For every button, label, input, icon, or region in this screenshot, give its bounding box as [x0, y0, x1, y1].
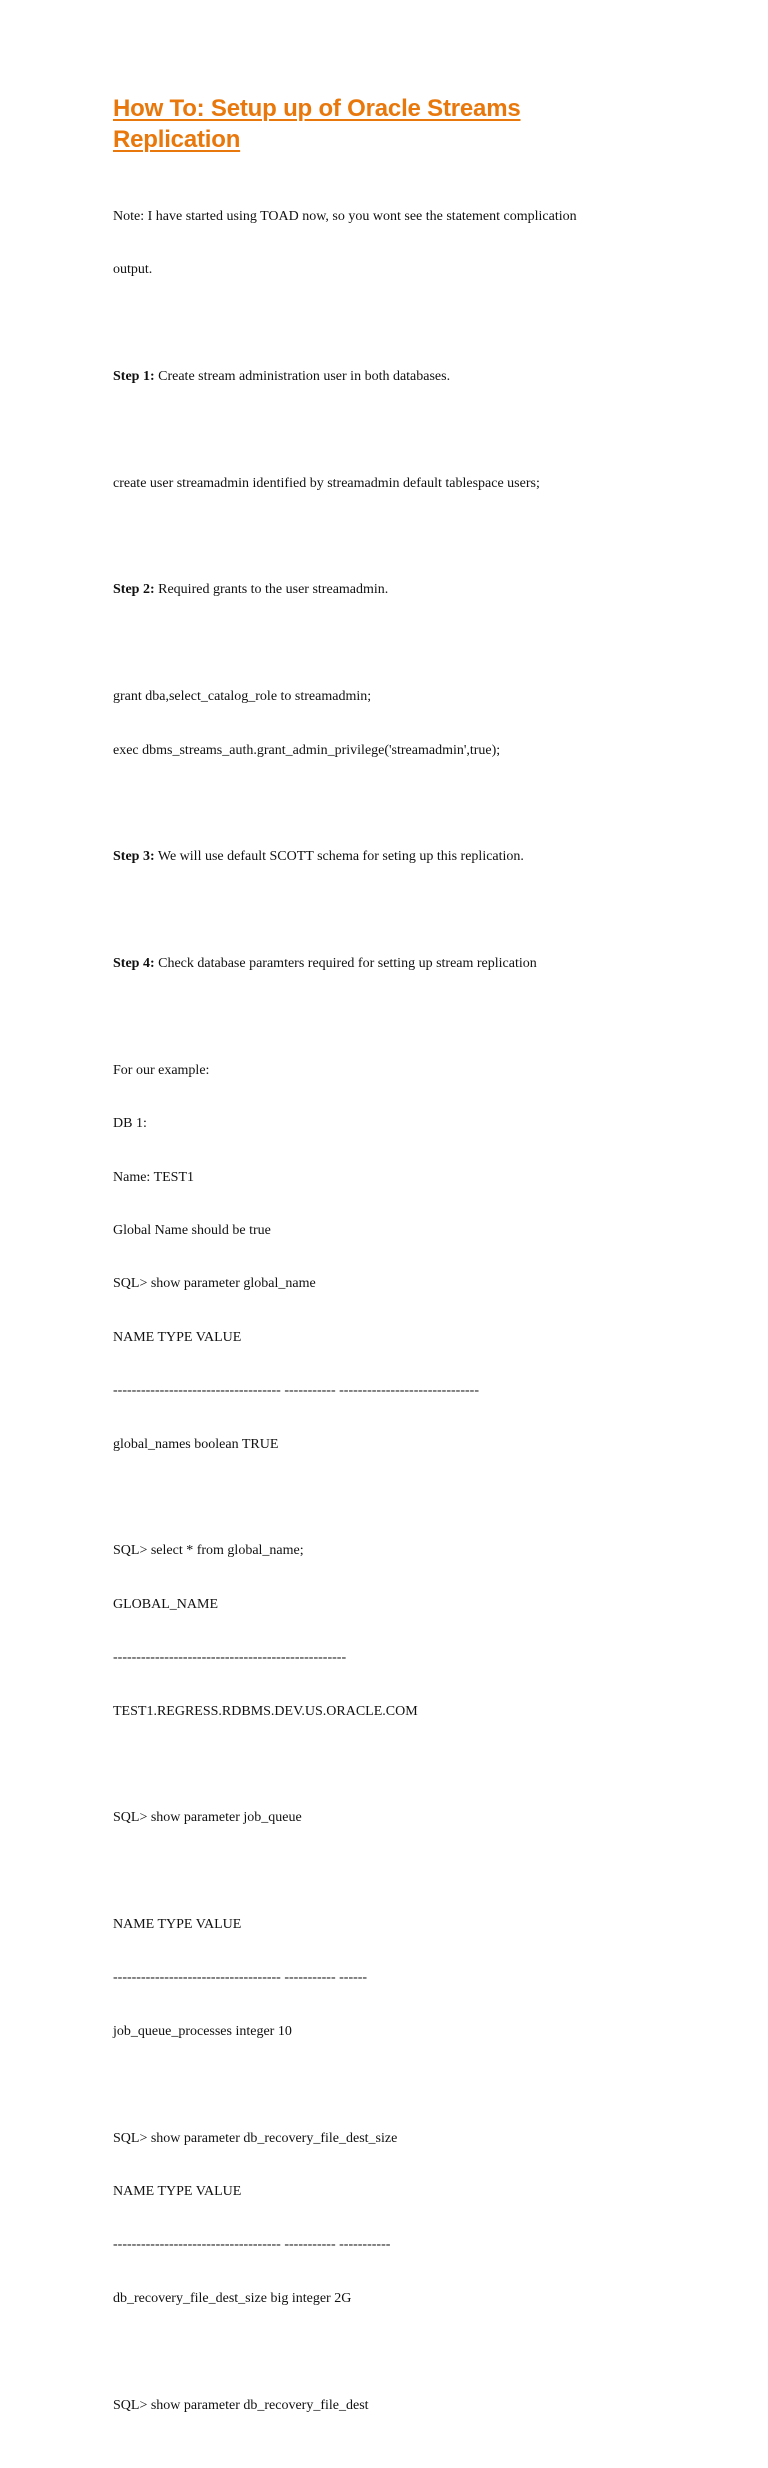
document-page: [113, 93, 713, 2468]
page-title[interactable]: [113, 93, 593, 155]
step-1-label: Step 1:: [113, 368, 155, 384]
recovery-size-line: db_recovery_file_dest_size big integer 2G: [113, 2290, 352, 2306]
example-line: NAME TYPE VALUE: [113, 1329, 242, 1345]
step-3-label: Step 3:: [113, 849, 155, 865]
title-line-2[interactable]: Replication: [113, 126, 241, 153]
step-2-label: Step 2:: [113, 582, 155, 598]
job-queue-command: [113, 1774, 713, 1863]
recovery-dest-command: [113, 2361, 713, 2450]
example-line: Name: TEST1: [113, 1169, 195, 1185]
select-line: --------------------------------------------------: [113, 1650, 347, 1666]
job-queue-line: ------------------------------------ ----------- ------: [113, 1970, 368, 1986]
recovery-size-line: SQL> show parameter db_recovery_file_dest_size: [113, 2130, 398, 2146]
job-queue-cmd-line: SQL> show parameter job_queue: [113, 1810, 302, 1826]
note-paragraph: [113, 172, 713, 314]
select-line: GLOBAL_NAME: [113, 1596, 218, 1612]
create-user-line: create user streamadmin identified by streamadmin default tablespace users;: [113, 475, 540, 491]
step-1-text: Create stream administration user in both databases.: [154, 368, 451, 384]
job-queue-block: [113, 1881, 713, 2077]
example-line: global_names boolean TRUE: [113, 1436, 279, 1452]
grant-line-2: exec dbms_streams_auth.grant_admin_privilege('streamadmin',true);: [113, 742, 501, 758]
example-line: Global Name should be true: [113, 1223, 271, 1239]
note-line-1: Note: I have started using TOAD now, so you wont see the statement complication: [113, 208, 577, 224]
recovery-size-line: NAME TYPE VALUE: [113, 2184, 242, 2200]
step-4-text: Check database paramters required for setting up stream replication: [154, 956, 537, 972]
select-global-name-block: [113, 1507, 713, 1756]
create-user-statement: [113, 439, 713, 528]
grant-statements: [113, 653, 713, 795]
step-4-label: Step 4:: [113, 956, 155, 972]
example-block: [113, 1026, 713, 1489]
title-line-1[interactable]: How To: Setup up of Oracle Streams: [113, 95, 521, 122]
recovery-dest-line: SQL> show parameter db_recovery_file_dest: [113, 2397, 369, 2413]
select-line: SQL> select * from global_name;: [113, 1543, 304, 1559]
note-line-2: output.: [113, 261, 153, 277]
step-1: [113, 332, 713, 421]
job-queue-line: NAME TYPE VALUE: [113, 1917, 242, 1933]
recovery-size-line: ------------------------------------ ----------- -----------: [113, 2237, 391, 2253]
job-queue-line: job_queue_processes integer 10: [113, 2023, 292, 2039]
recovery-size-block: [113, 2094, 713, 2343]
step-2-text: Required grants to the user streamadmin.: [154, 582, 389, 598]
example-line: ------------------------------------ ----------- ------------------------------: [113, 1383, 479, 1399]
example-line: DB 1:: [113, 1116, 147, 1132]
step-2: [113, 546, 713, 635]
step-4: [113, 919, 713, 1008]
grant-line-1: grant dba,select_catalog_role to streamadmin;: [113, 689, 372, 705]
select-line: TEST1.REGRESS.RDBMS.DEV.US.ORACLE.COM: [113, 1703, 418, 1719]
example-line: SQL> show parameter global_name: [113, 1276, 316, 1292]
step-3: [113, 813, 713, 902]
step-3-text: We will use default SCOTT schema for seting up this replication.: [154, 849, 524, 865]
example-line: For our example:: [113, 1062, 210, 1078]
